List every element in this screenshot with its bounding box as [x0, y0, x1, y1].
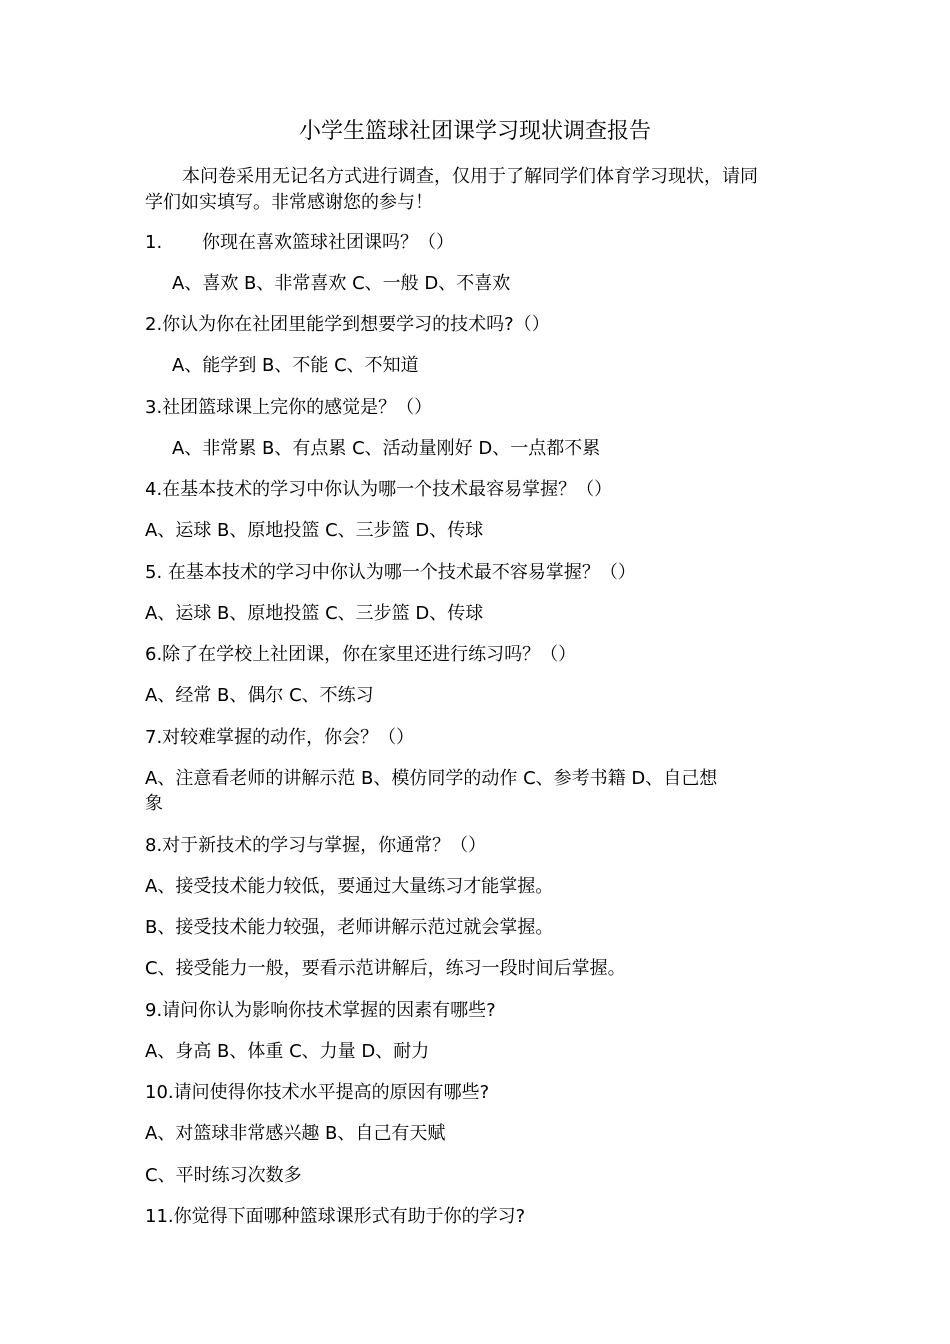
question-8-text: 8.对于新技术的学习与掌握，你通常？（）	[145, 835, 487, 856]
question-5-text: 5. 在基本技术的学习中你认为哪一个技术最不容易掌握？（）	[145, 562, 636, 583]
page-title: 小学生篮球社团课学习现状调查报告	[298, 119, 651, 144]
question-7-text: 7.对较难掌握的动作，你会？（）	[145, 727, 415, 748]
question-6-text: 6.除了在学校上社团课，你在家里还进行练习吗？（）	[145, 644, 577, 665]
question-7-options: A、注意看老师的讲解示范 B、模仿同学的动作 C、参考书籍 D、自己想	[145, 768, 718, 789]
question-1-number: 1.	[145, 232, 163, 253]
question-10-options-ab: A、对篮球非常感兴趣 B、自己有天赋	[145, 1123, 446, 1144]
question-8-option-a: A、接受技术能力较低，要通过大量练习才能掌握。	[145, 876, 554, 897]
question-1-options: A、喜欢 B、非常喜欢 C、一般 D、不喜欢	[172, 273, 511, 294]
question-4-options: A、运球 B、原地投篮 C、三步篮 D、传球	[145, 520, 484, 541]
intro-line-2: 学们如实填写。非常感谢您的参与！	[145, 192, 433, 213]
question-6-options: A、经常 B、偶尔 C、不练习	[145, 685, 374, 706]
question-7-options-wrap: 象	[145, 793, 163, 814]
question-4-text: 4.在基本技术的学习中你认为哪一个技术最容易掌握？（）	[145, 479, 613, 500]
question-2-options: A、能学到 B、不能 C、不知道	[172, 355, 419, 376]
question-11-text: 11.你觉得下面哪种篮球课形式有助于你的学习?	[145, 1206, 526, 1227]
question-9-options: A、身高 B、体重 C、力量 D、耐力	[145, 1041, 430, 1062]
question-10-text: 10.请问使得你技术水平提高的原因有哪些?	[145, 1082, 490, 1103]
question-10-option-c: C、平时练习次数多	[145, 1165, 302, 1186]
question-9-text: 9.请问你认为影响你技术掌握的因素有哪些?	[145, 1000, 496, 1021]
question-2-text: 2.你认为你在社团里能学到想要学习的技术吗?（）	[145, 314, 550, 335]
question-3-text: 3.社团篮球课上完你的感觉是？（）	[145, 397, 433, 418]
intro-line-1: 本问卷采用无记名方式进行调查，仅用于了解同学们体育学习现状，请同	[182, 166, 758, 187]
question-5-options: A、运球 B、原地投篮 C、三步篮 D、传球	[145, 603, 484, 624]
question-1-text: 你现在喜欢篮球社团课吗？（）	[202, 232, 454, 253]
question-8-option-c: C、接受能力一般，要看示范讲解后，练习一段时间后掌握。	[145, 958, 626, 979]
question-8-option-b: B、接受技术能力较强，老师讲解示范过就会掌握。	[145, 917, 554, 938]
question-3-options: A、非常累 B、有点累 C、活动量刚好 D、一点都不累	[172, 438, 601, 459]
